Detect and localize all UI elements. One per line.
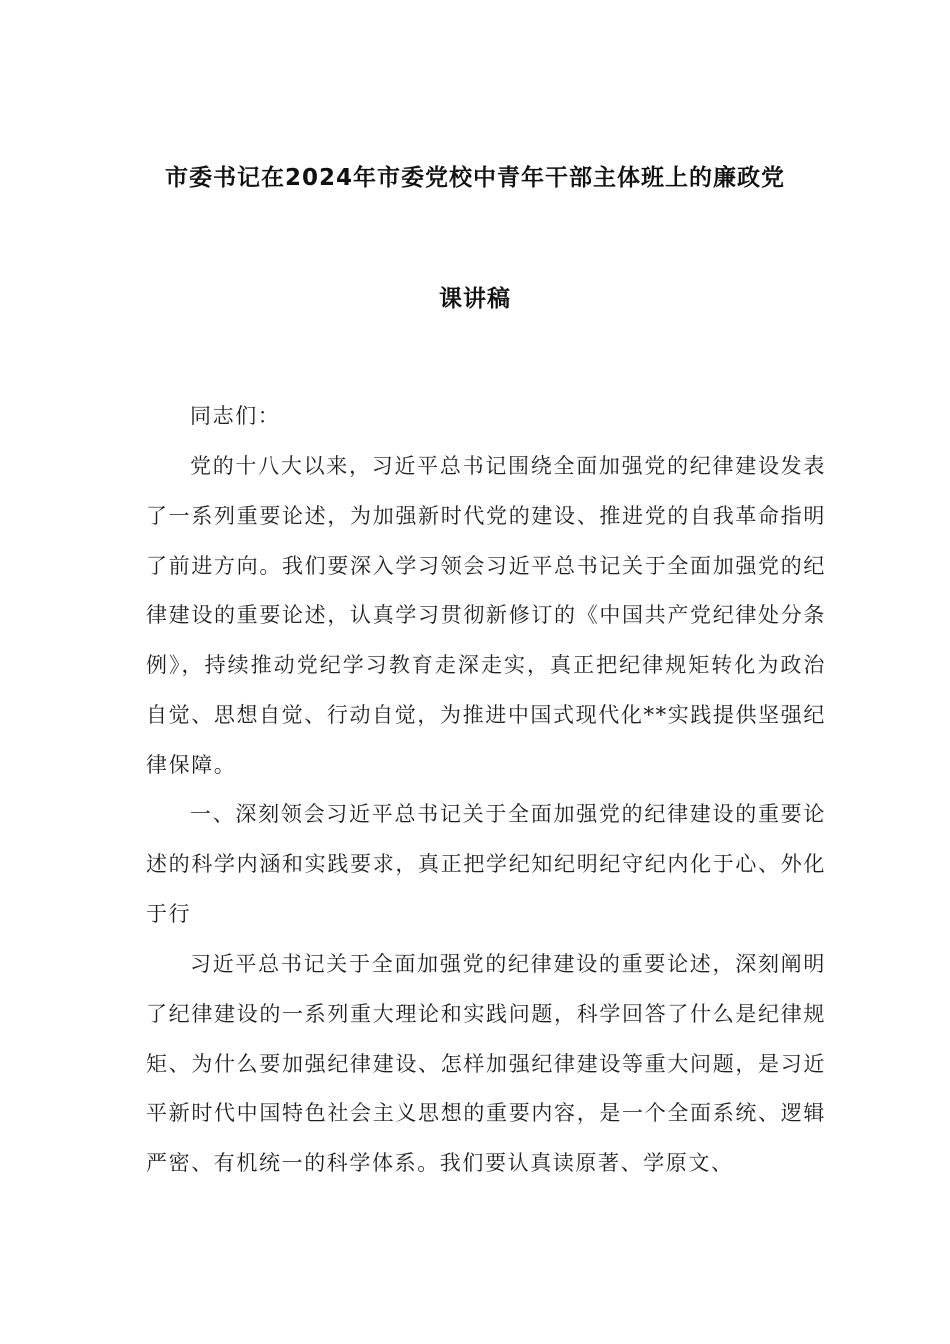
document-title-line-2: 课讲稿 <box>439 286 511 312</box>
body-paragraph: 党的十八大以来，习近平总书记围绕全面加强党的纪律建设发表了一系列重要论述，为加强新时代党的建设、推进党的自我革命指明了前进方向。我们要深入学习领会习近平总书记关于全面加强党的纪律建设的重要论述，认真学习贯彻新修订的《中国共产党纪律处分条例》，持续推动党纪学习教育走深走实，真正把纪律规矩转化为政治自觉、思想自觉、行动自觉，为推进中国式现代化**实践提供坚强纪律保障。 <box>146 454 826 777</box>
salutation: 同志们： <box>190 404 281 428</box>
section-heading-1: 一、深刻领会习近平总书记关于全面加强党的纪律建设的重要论述的科学内涵和实践要求，真正把学纪知纪明纪守纪内化于心、外化于行 <box>146 802 826 926</box>
body-paragraph: 习近平总书记关于全面加强党的纪律建设的重要论述，深刻阐明了纪律建设的一系列重大理论和实践问题，科学回答了什么是纪律规矩、为什么要加强纪律建设、怎样加强纪律建设等重大问题，是习近平新时代中国特色社会主义思想的重要内容，是一个全面系统、逻辑严密、有机统一的科学体系。我们要认真读原著、学原文、 <box>146 952 826 1176</box>
document-title-line-1: 市委书记在2024年市委党校中青年干部主体班上的廉政党 <box>164 165 785 191</box>
